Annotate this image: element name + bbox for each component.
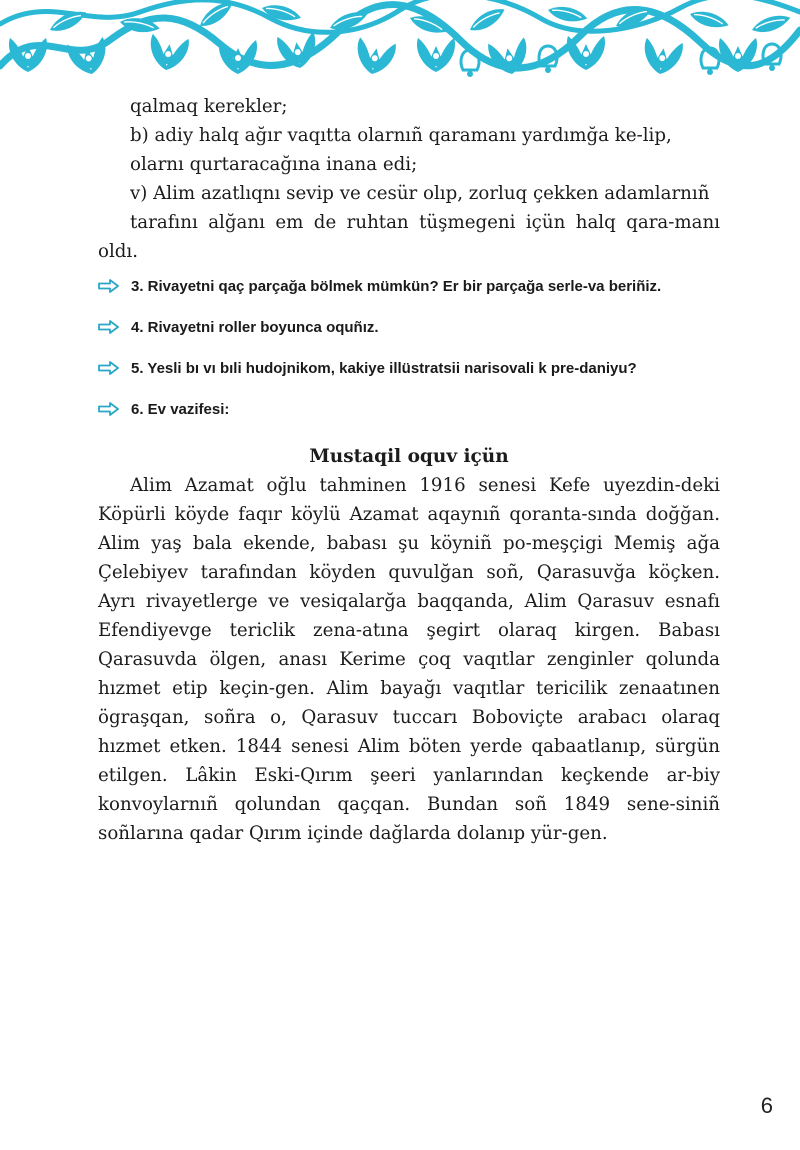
arrow-right-icon [98, 320, 120, 334]
question-3 [98, 276, 720, 297]
intro-line: olarnı qurtaracağına inana edi; [130, 154, 418, 175]
question-text: 4. Rivayetni roller boyunca oquñız. [131, 319, 379, 336]
page-content [98, 92, 720, 848]
question-text: 6. Ev vazifesi: [131, 401, 230, 418]
intro-line: v) Alim azatlıqnı sevip ve cesür olıp, zorluq çekken adamlarnıñ [130, 183, 710, 204]
arrow-right-icon [98, 279, 120, 293]
floral-ornament-header [0, 0, 800, 78]
intro-line: tarafını alğanı em de ruhtan tüşmegeni içün halq qara-manı oldı. [98, 212, 720, 262]
body-paragraph: Alim Azamat oğlu tahminen 1916 senesi Kefe uyezdin-deki Köpürli köyde faqır köylü Azamat aqaynıñ qoranta-sında doğğan. Alim yaş bala ekende, babası şu köyniñ po-meşçigi Memiş ağa Çelebiyev tarafından köyden quvulğan soñ, Qarasuvğa köçken. Ayrı rivayetlerge ve vesiqalarğa baqqanda, Alim Qarasuv esnafı Efendiyevge tericlik zena-atına şegirt olaraq kirgen. Babası Qarasuvda ölgen, anası Kerime çoq vaqıtlar zenginler qolunda hızmet etip keçin-gen. Alim bayağı vaqıtlar tericilik zenaatınen ögraşqan, soñra o, Qarasuv tuccarı Boboviçte arabacı olaraq hızmet etken. 1844 senesi Alim böten yerde qabaatlanıp, sürgün etilgen. Lâkin Eski-Qırım şeeri yanlarından keçkende ar-biy konvoylarnıñ qolundan qaçqan. Bundan soñ 1849 sene-siniñ soñlarına qadar Qırım içinde dağlarda dolanıp yür-gen. [98, 475, 720, 844]
question-5 [98, 358, 720, 379]
intro-line: qalmaq kerekler; [130, 96, 288, 117]
page-number: 6 [760, 1093, 773, 1118]
section-title: Mustaqil oquv içün [309, 446, 509, 467]
question-6 [98, 399, 720, 420]
arrow-right-icon [98, 361, 120, 375]
question-4 [98, 317, 720, 338]
question-text: 3. Rivayetni qaç parçağa bölmek mümkün? Er bir parçağa serle-va beriñiz. [131, 278, 662, 295]
question-text: 5. Yesli bı vı bıli hudojnikom, kakiye illüstratsii narisovali k pre-daniyu? [131, 360, 637, 377]
intro-line: b) adiy halq ağır vaqıtta olarnıñ qaramanı yardımğa ke-lip, [130, 125, 672, 146]
arrow-right-icon [98, 402, 120, 416]
